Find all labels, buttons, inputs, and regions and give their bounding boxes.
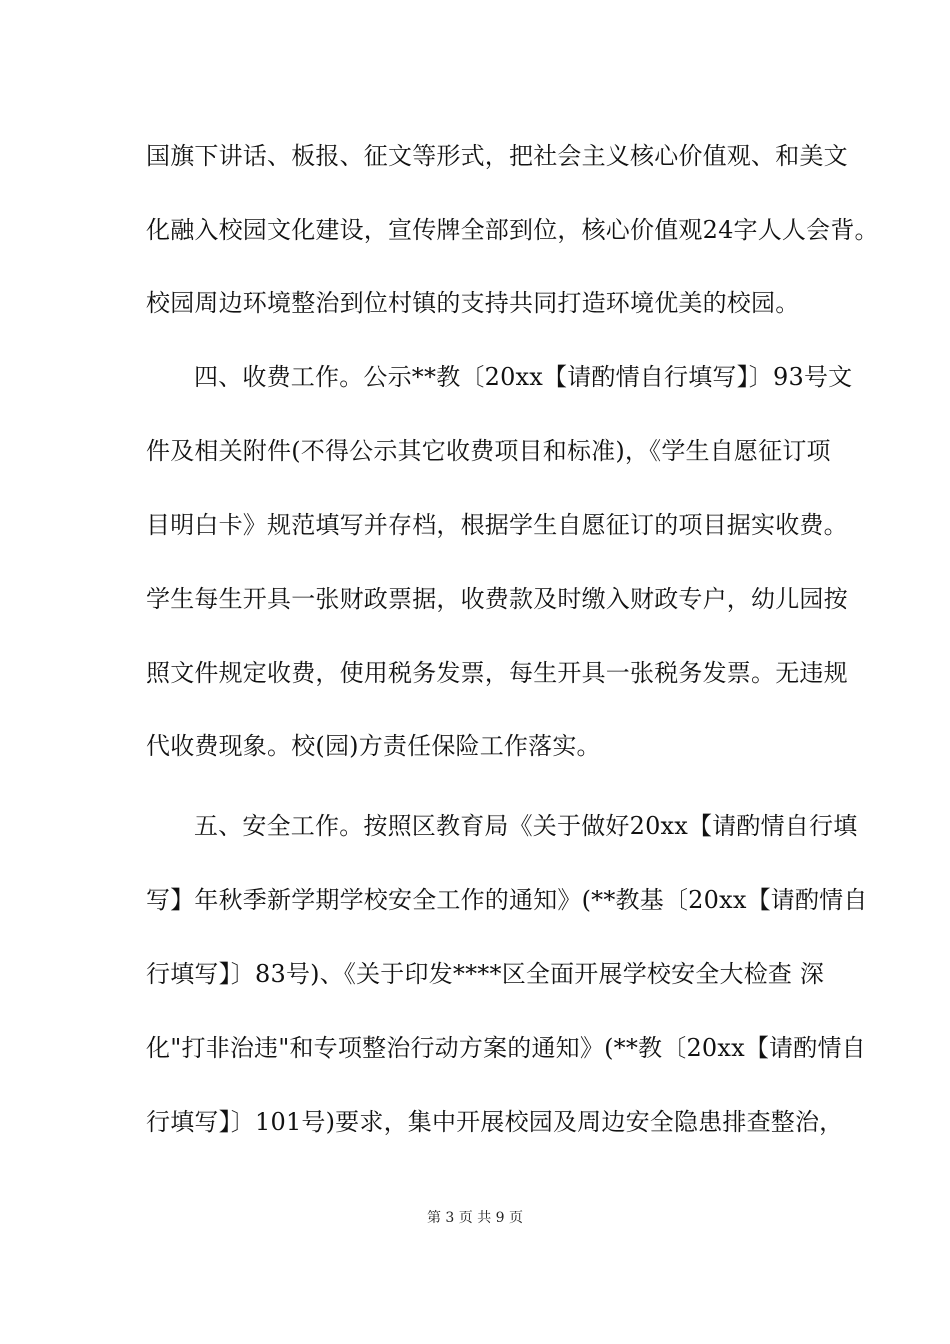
text-line: 行填写】〕83号)、《关于印发****区全面开展学校安全大检查 深	[146, 960, 825, 988]
text-line: 校园周边环境整治到位村镇的支持共同打造环境优美的校园。	[146, 289, 800, 317]
text-line: 化融入校园文化建设，宣传牌全部到位，核心价值观24字人人会背。	[146, 216, 879, 244]
text-line: 照文件规定收费，使用税务发票，每生开具一张税务发票。无违规	[146, 659, 848, 687]
text-line: 学生每生开具一张财政票据，收费款及时缴入财政专户，幼儿园按	[146, 585, 848, 613]
page-number-footer: 第 3 页 共 9 页	[426, 1210, 524, 1226]
paragraph-five-start: 五、安全工作。按照区教育局《关于做好20xx【请酌情自行填	[194, 812, 858, 840]
text-line: 代收费现象。校(园)方责任保险工作落实。	[146, 732, 601, 760]
text-line: 国旗下讲话、板报、征文等形式，把社会主义核心价值观、和美文	[146, 142, 848, 170]
paragraph-four-start: 四、收费工作。公示**教〔20xx【请酌情自行填写】〕93号文	[194, 363, 853, 391]
text-line: 行填写】〕101号)要求，集中开展校园及周边安全隐患排查整治，	[146, 1108, 844, 1136]
text-line: 目明白卡》规范填写并存档，根据学生自愿征订的项目据实收费。	[146, 511, 848, 539]
text-line: 写】年秋季新学期学校安全工作的通知》(**教基〔20xx【请酌情自	[146, 886, 868, 914]
text-line: 化"打非治违"和专项整治行动方案的通知》(**教〔20xx【请酌情自	[146, 1034, 866, 1062]
text-line: 件及相关附件(不得公示其它收费项目和标准)，《学生自愿征订项	[146, 437, 831, 465]
